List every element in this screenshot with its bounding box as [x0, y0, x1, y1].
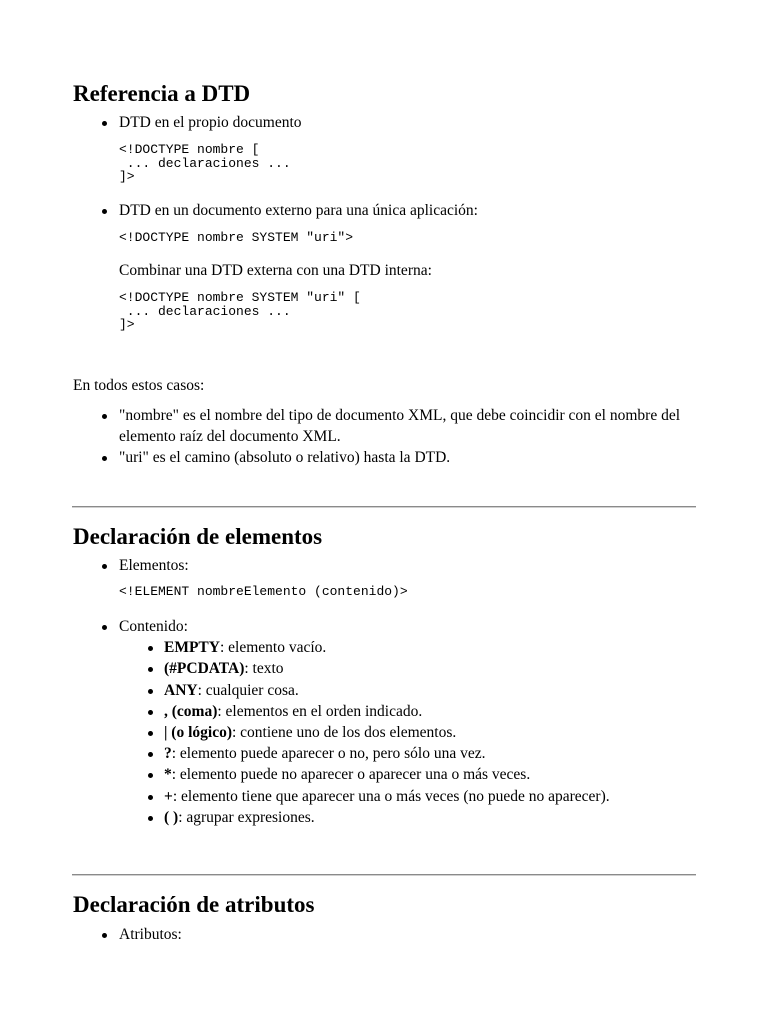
description: : elemento vacío. [219, 639, 327, 656]
bullet-icon [102, 209, 107, 214]
term: EMPTY [164, 639, 220, 656]
list-item [164, 723, 456, 743]
divider [72, 874, 696, 876]
term: ? [164, 745, 172, 762]
list-item: Elementos: [119, 557, 189, 574]
bullet-icon [148, 816, 153, 821]
description: : agrupar expresiones. [178, 809, 315, 826]
bullet-icon [148, 795, 153, 800]
term: ( ) [164, 809, 179, 826]
bullet-icon [148, 646, 153, 651]
list-item [164, 765, 530, 785]
description: : elemento puede no aparecer o aparecer una o más veces. [171, 766, 531, 783]
description: : texto [244, 660, 284, 677]
bullet-icon [148, 752, 153, 757]
term: ANY [164, 682, 198, 699]
section-title-declaracion-elementos: Declaración de elementos [73, 524, 323, 549]
list-item: Contenido: [119, 618, 188, 635]
description: : elementos en el orden indicado. [217, 703, 423, 720]
list-item: DTD en el propio documento [119, 114, 302, 131]
bullet-icon [148, 773, 153, 778]
list-item: "nombre" es el nombre del tipo de documento XML, que debe coincidir con el nombre del elemento raíz del documento XML. [119, 407, 681, 445]
list-item [164, 787, 610, 807]
bullet-icon [148, 689, 153, 694]
description: : elemento puede aparecer o no, pero sólo una vez. [171, 745, 486, 762]
code-block: <!DOCTYPE nombre [ ... declaraciones ... ]> [119, 142, 291, 184]
bullet-icon [102, 121, 107, 126]
list-item [164, 702, 422, 722]
list-item [164, 638, 326, 658]
list-item: DTD en un documento externo para una única aplicación: [119, 202, 478, 219]
list-item: "uri" es el camino (absoluto o relativo) hasta la DTD. [119, 449, 451, 466]
code-block: <!DOCTYPE nombre SYSTEM "uri"> [119, 230, 354, 245]
term: , (coma) [164, 703, 218, 720]
description: : contiene uno de los dos elementos. [231, 724, 457, 741]
description: : elemento tiene que aparecer una o más veces (no puede no aparecer). [172, 788, 610, 805]
list-item [164, 744, 486, 764]
list-item: Atributos: [119, 926, 182, 943]
paragraph: En todos estos casos: [73, 377, 205, 394]
term: (#PCDATA) [164, 660, 245, 677]
section-title-referencia-dtd: Referencia a DTD [73, 81, 251, 106]
description: : cualquier cosa. [197, 682, 299, 699]
section-title-declaracion-atributos: Declaración de atributos [73, 892, 315, 917]
term: + [164, 788, 173, 805]
code-block: <!ELEMENT nombreElemento (contenido)> [119, 584, 408, 599]
bullet-icon [102, 456, 107, 461]
term: * [164, 766, 172, 783]
code-block: <!DOCTYPE nombre SYSTEM "uri" [ ... declaraciones ... ]> [119, 290, 361, 332]
term: | (o lógico) [164, 724, 232, 741]
bullet-icon [102, 414, 107, 419]
bullet-icon [102, 564, 107, 569]
bullet-icon [102, 933, 107, 938]
divider [72, 506, 696, 508]
list-item [164, 808, 315, 828]
bullet-icon [148, 731, 153, 736]
list-item [164, 659, 284, 679]
paragraph: Combinar una DTD externa con una DTD interna: [119, 262, 432, 279]
bullet-icon [102, 625, 107, 630]
list-item [164, 681, 299, 701]
bullet-icon [148, 667, 153, 672]
bullet-icon [148, 710, 153, 715]
